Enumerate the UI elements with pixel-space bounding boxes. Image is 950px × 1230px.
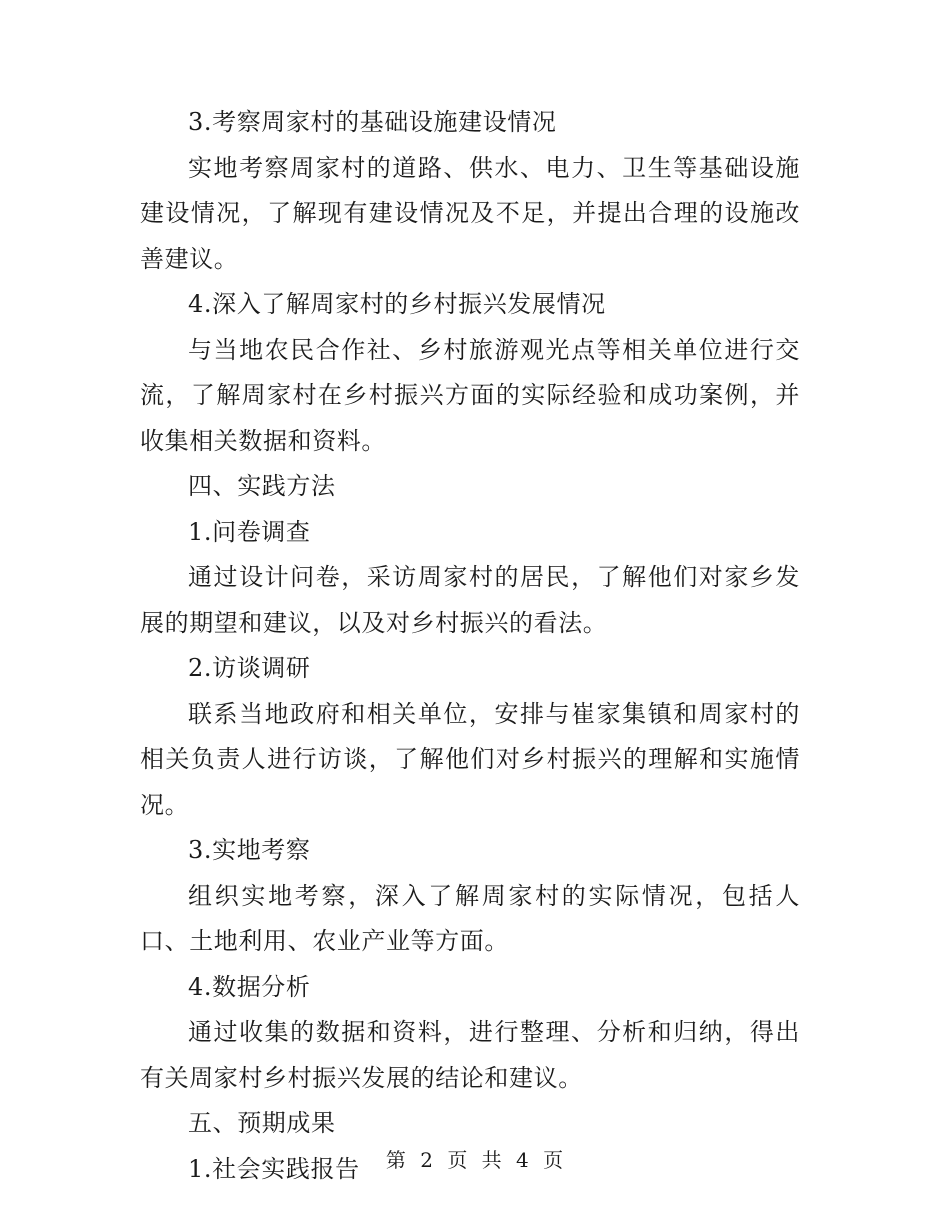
- body-paragraph: 联系当地政府和相关单位，安排与崔家集镇和周家村的相关负责人进行访谈，了解他们对乡村振兴的理解和实施情况。: [140, 699, 800, 819]
- chapter-heading: 五、预期成果: [188, 1109, 336, 1137]
- section-heading: 1.问卷调查: [188, 517, 311, 546]
- body-paragraph: 通过设计问卷，采访周家村的居民，了解他们对家乡发展的期望和建议，以及对乡村振兴的看法。: [140, 563, 800, 637]
- chapter-heading: 四、实践方法: [188, 472, 336, 500]
- section-heading: 3.实地考察: [188, 836, 311, 864]
- body-paragraph: 与当地农民合作社、乡村旅游观光点等相关单位进行交流，了解周家村在乡村振兴方面的实际经验和成功案例，并收集相关数据和资料。: [140, 335, 800, 455]
- page-number-footer: 第 2 页 共 4 页: [385, 1148, 565, 1172]
- section-heading: 3.考察周家村的基础设施建设情况: [188, 108, 557, 136]
- body-paragraph: 组织实地考察，深入了解周家村的实际情况，包括人口、土地利用、农业产业等方面。: [140, 881, 800, 955]
- section-heading: 4.深入了解周家村的乡村振兴发展情况: [188, 290, 606, 318]
- section-heading: 4.数据分析: [188, 972, 311, 1001]
- body-paragraph: 实地考察周家村的道路、供水、电力、卫生等基础设施建设情况，了解现有建设情况及不足，并提出合理的设施改善建议。: [140, 153, 800, 273]
- section-heading: 2.访谈调研: [188, 654, 311, 682]
- section-heading: 1.社会实践报告: [188, 1154, 360, 1183]
- document-body: [140, 100, 800, 1192]
- body-paragraph: 通过收集的数据和资料，进行整理、分析和归纳，得出有关周家村乡村振兴发展的结论和建议。: [140, 1018, 800, 1092]
